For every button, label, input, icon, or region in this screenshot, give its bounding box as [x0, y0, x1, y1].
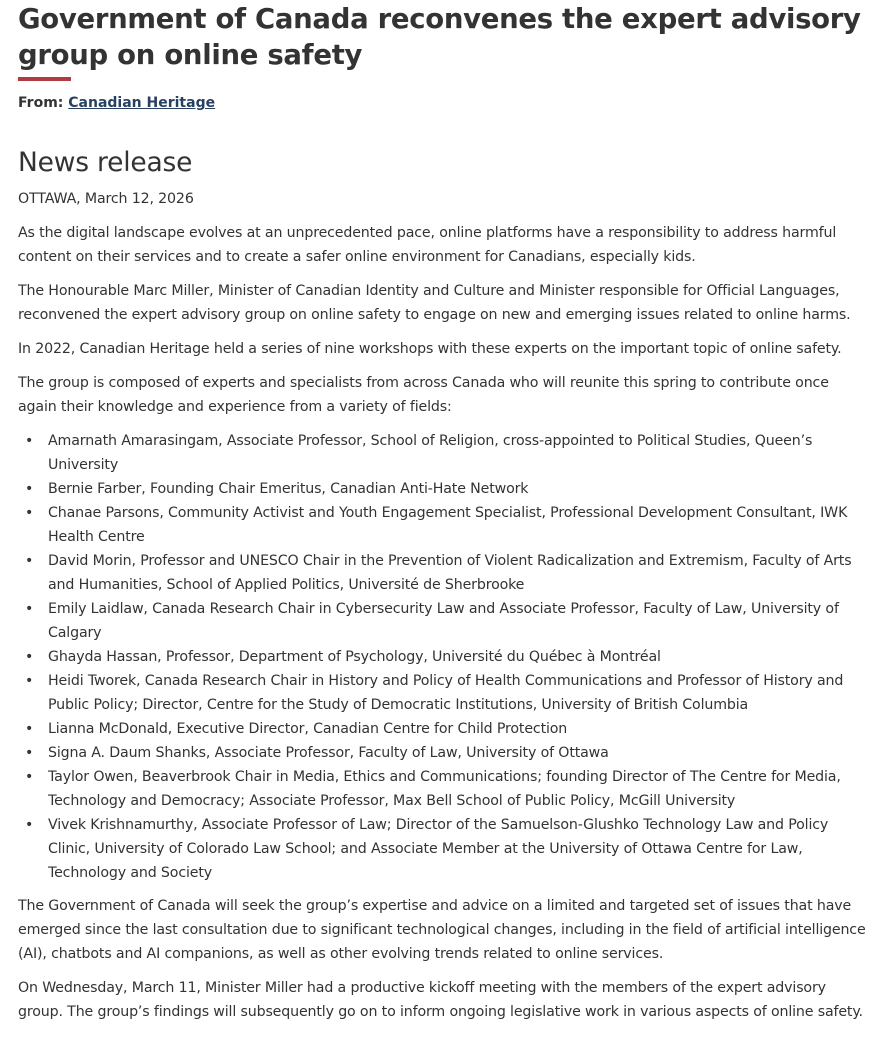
list-item	[25, 717, 871, 741]
list-item-text: Lianna McDonald, Executive Director, Canadian Centre for Child Protection	[48, 721, 568, 737]
list-item-text: Taylor Owen, Beaverbrook Chair in Media, Ethics and Communications; founding Director of The Centre for Media, Technology and Democracy; Associate Professor, Max Bell School of Public Policy, McGill University	[48, 769, 841, 809]
bullet-icon: •	[25, 649, 34, 665]
list-item	[25, 813, 871, 885]
paragraph: As the digital landscape evolves at an unprecedented pace, online platforms have a responsibility to address harmful content on their services and to create a safer online environment for Canadians, especially kids.	[18, 225, 837, 265]
paragraph: The group is composed of experts and specialists from across Canada who will reunite this spring to contribute once again their knowledge and experience from a variety of fields:	[18, 375, 829, 415]
list-item	[25, 549, 871, 597]
bullet-icon: •	[25, 721, 34, 737]
list-item-text: Emily Laidlaw, Canada Research Chair in Cybersecurity Law and Associate Professor, Faculty of Law, University of Calgary	[48, 601, 839, 641]
list-item-text: Heidi Tworek, Canada Research Chair in History and Policy of Health Communications and Professor of History and Public Policy; Director, Centre for the Study of Democratic Institutions, University of British Columbia	[48, 673, 844, 713]
bullet-icon: •	[25, 601, 34, 617]
list-item	[25, 429, 871, 477]
bullet-icon: •	[25, 433, 34, 449]
list-item	[25, 477, 871, 501]
list-item	[25, 765, 871, 813]
list-item	[25, 501, 871, 549]
bullet-icon: •	[25, 769, 34, 785]
list-item-text: Signa A. Daum Shanks, Associate Professor, Faculty of Law, University of Ottawa	[48, 745, 609, 761]
bullet-icon: •	[25, 505, 34, 521]
bullet-icon: •	[25, 817, 34, 833]
paragraph: On Wednesday, March 11, Minister Miller had a productive kickoff meeting with the members of the expert advisory group. The group’s findings will subsequently go on to inform ongoing legislative work in various aspects of online safety.	[18, 980, 863, 1020]
list-item	[25, 597, 871, 645]
list-item	[25, 645, 871, 669]
list-item-text: Chanae Parsons, Community Activist and Youth Engagement Specialist, Professional Development Consultant, IWK Health Centre	[48, 505, 848, 545]
department-link[interactable]: Canadian Heritage	[68, 95, 216, 111]
paragraph: In 2022, Canadian Heritage held a series of nine workshops with these experts on the important topic of online safety.	[18, 341, 842, 357]
title-accent-rule	[18, 77, 71, 81]
from-label: From:	[18, 95, 64, 111]
paragraph: The Government of Canada will seek the group’s expertise and advice on a limited and targeted set of issues that have emerged since the last consultation due to significant technological changes, including in the field of artificial intelligence (AI), chatbots and AI companions, as well as other evolving trends related to online services.	[18, 898, 866, 962]
bullet-icon: •	[25, 745, 34, 761]
from-line	[18, 93, 871, 113]
list-item-text: Bernie Farber, Founding Chair Emeritus, Canadian Anti-Hate Network	[48, 481, 529, 497]
section-heading: News release	[18, 147, 193, 178]
list-item-text: David Morin, Professor and UNESCO Chair in the Prevention of Violent Radicalization and Extremism, Faculty of Arts and Humanities, School of Applied Politics, Université de Sherbrooke	[48, 553, 852, 593]
bullet-icon: •	[25, 481, 34, 497]
list-item-text: Vivek Krishnamurthy, Associate Professor of Law; Director of the Samuelson-Glushko Technology Law and Policy Clinic, University of Colorado Law School; and Associate Member at the University of Ottawa Centre for Law, Technology and Society	[48, 817, 829, 881]
list-item-text: Amarnath Amarasingam, Associate Professor, School of Religion, cross-appointed to Political Studies, Queen’s University	[48, 433, 813, 473]
paragraph: The Honourable Marc Miller, Minister of Canadian Identity and Culture and Minister responsible for Official Languages, reconvened the expert advisory group on online safety to engage on new and emerging issues related to online harms.	[18, 283, 851, 323]
list-item-text: Ghayda Hassan, Professor, Department of Psychology, Université du Québec à Montréal	[48, 649, 661, 665]
bullet-icon: •	[25, 553, 34, 569]
list-item	[25, 669, 871, 717]
bullet-icon: •	[25, 673, 34, 689]
page-title: Government of Canada reconvenes the expert advisory group on online safety	[18, 3, 861, 71]
expert-list	[18, 429, 871, 885]
dateline: OTTAWA, March 12, 2026	[18, 191, 194, 207]
list-item	[25, 741, 871, 765]
